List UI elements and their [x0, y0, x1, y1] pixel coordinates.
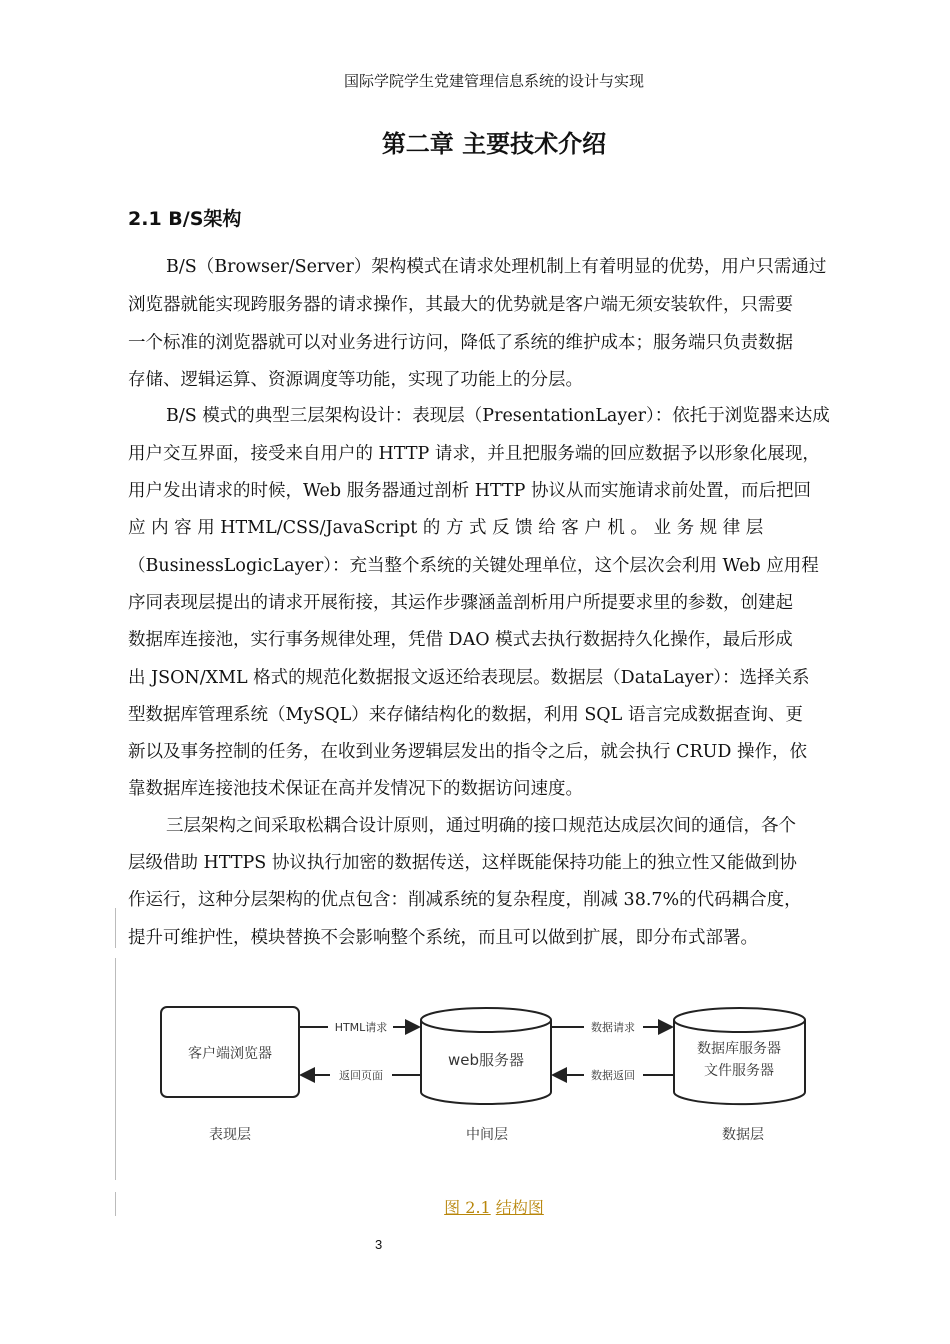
paragraph-line: B/S（Browser/Server）架构模式在请求处理机制上有着明显的优势，用户只需通过 — [166, 257, 827, 277]
section-heading: 2.1 B/S架构 — [128, 208, 242, 230]
paragraph-line: 靠数据库连接池技术保证在高并发情况下的数据访问速度。 — [128, 779, 583, 799]
paragraph-line: 序同表现层提出的请求开展衔接，其运作步骤涵盖剖析用户所提要求里的参数，创建起 — [128, 593, 793, 613]
return-page-label: 返回页面 — [339, 1069, 383, 1082]
page-number: 3 — [375, 1237, 383, 1252]
file-server-label: 文件服务器 — [704, 1063, 774, 1079]
presentation-layer-label: 表现层 — [209, 1127, 251, 1143]
web-server-label: web服务器 — [447, 1051, 525, 1069]
paragraph-line: 层级借助 HTTPS 协议执行加密的数据传送，这样既能保持功能上的独立性又能做到协 — [128, 853, 797, 873]
paragraph-line: 应 内 容 用 HTML/CSS/JavaScript 的 方 式 反 馈 给 客 户 机 。 业 务 规 律 层 — [128, 518, 764, 538]
paragraph-line: 数据库连接池，实行事务规律处理，凭借 DAO 模式去执行数据持久化操作，最后形成 — [128, 630, 793, 650]
figure-caption[interactable] — [0, 1195, 950, 1218]
data-request-label: 数据请求 — [591, 1021, 635, 1034]
paragraph-line: 出 JSON/XML 格式的规范化数据报文返还给表现层。数据层（DataLayer）：选择关系 — [128, 668, 810, 688]
db-server-label: 数据库服务器 — [697, 1041, 781, 1057]
architecture-diagram — [0, 990, 950, 1180]
paragraph-line: 存储、逻辑运算、资源调度等功能，实现了功能上的分层。 — [128, 370, 583, 390]
html-request-label: HTML请求 — [334, 1021, 388, 1034]
data-layer-label: 数据层 — [722, 1127, 764, 1143]
paragraph-line: B/S 模式的典型三层架构设计：表现层（PresentationLayer）：依托于浏览器来达成 — [166, 406, 830, 426]
chapter-title: 第二章 主要技术介绍 — [381, 130, 607, 158]
paragraph-line: 三层架构之间采取松耦合设计原则，通过明确的接口规范达成层次间的通信，各个 — [166, 816, 796, 836]
paragraph-line: 提升可维护性，模块替换不会影响整个系统，而且可以做到扩展，即分布式部署。 — [128, 928, 758, 948]
data-return-label: 数据返回 — [591, 1069, 635, 1082]
paragraph-line: （BusinessLogicLayer）：充当整个系统的关键处理单位，这个层次会利用 Web 应用程 — [128, 556, 819, 576]
paragraph-line: 作运行，这种分层架构的优点包含：削减系统的复杂程度，削减 38.7%的代码耦合度， — [128, 890, 802, 910]
paragraph-line: 浏览器就能实现跨服务器的请求操作，其最大的优势就是客户端无须安装软件，只需要 — [128, 295, 793, 315]
change-bar — [115, 908, 116, 948]
paragraph-line: 用户发出请求的时候，Web 服务器通过剖析 HTTP 协议从而实施请求前处置，而后把回 — [128, 481, 812, 501]
figure-title-link[interactable]: 结构图 — [495, 1198, 544, 1217]
running-header: 国际学院学生党建管理信息系统的设计与实现 — [343, 72, 644, 90]
paragraph-line: 型数据库管理系统（MySQL）来存储结构化的数据，利用 SQL 语言完成数据查询、更 — [128, 705, 803, 725]
middle-layer-label: 中间层 — [466, 1127, 508, 1143]
paragraph-line: 用户交互界面，接受来自用户的 HTTP 请求，并且把服务端的回应数据予以形象化展现， — [128, 444, 820, 464]
paragraph-line: 一个标准的浏览器就可以对业务进行访问，降低了系统的维护成本；服务端只负责数据 — [128, 333, 793, 353]
paragraph-line: 新以及事务控制的任务，在收到业务逻辑层发出的指令之后，就会执行 CRUD 操作，依 — [128, 742, 807, 762]
figure-number-link[interactable]: 图 2.1 — [444, 1198, 491, 1217]
client-browser-label: 客户端浏览器 — [188, 1046, 272, 1062]
